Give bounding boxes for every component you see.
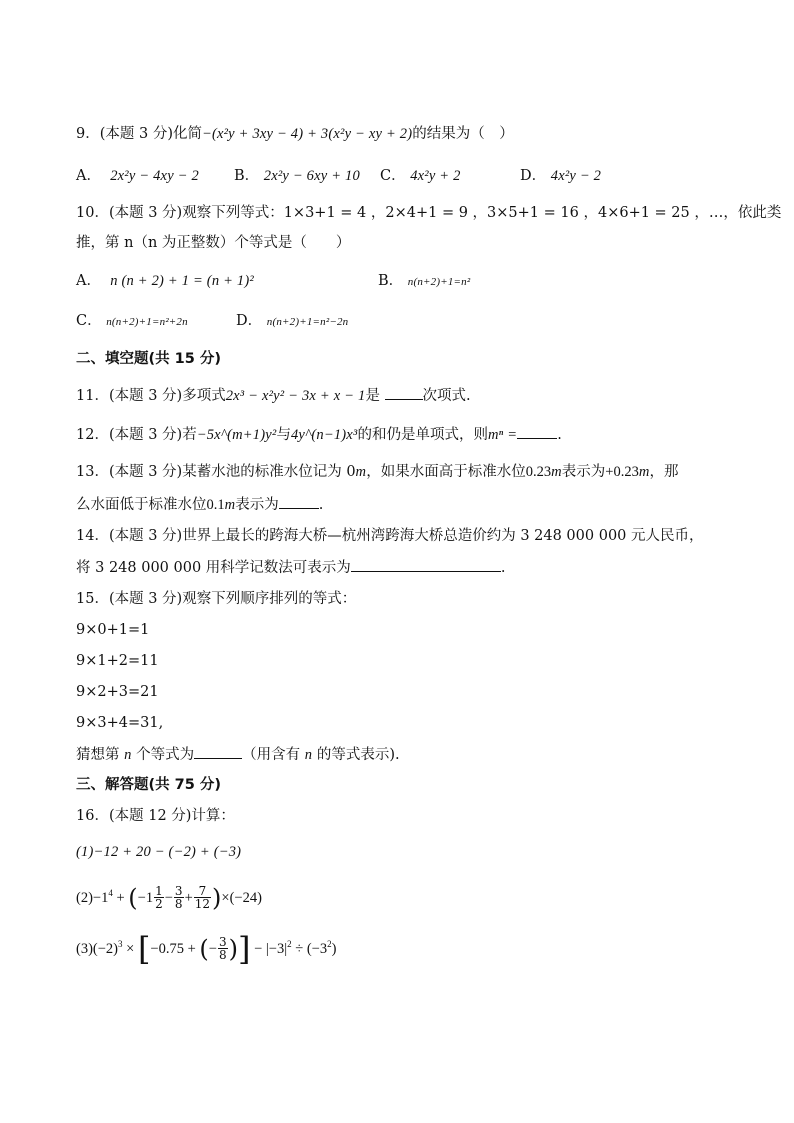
- q15-stem: 15．(本题 3 分)观察下列顺序排列的等式：: [76, 591, 357, 607]
- q9-stem-line: [76, 124, 514, 144]
- q16-part-3: $(3)(-2)^3 \times [-0.75$ + (− $\frac{3}{8}$ )] − $|-3|^2 \div (-3^2)$: [76, 929, 337, 968]
- q15-equation-1: 9×0+1=1: [76, 622, 150, 638]
- q11-expression: 2x³ − x²y² − 3x + x − 1: [225, 388, 366, 404]
- q10-option-d: D． n(n+2)+1=n²−2n: [236, 313, 349, 329]
- q10-stem-line2: 推，第 n（n 为正整数）个等式是（ ）: [76, 235, 351, 251]
- q13-line2: 么水面低于标准水位0.1m表示为 .: [76, 494, 323, 515]
- q10-option-b: B． n(n+2)+1=n²: [378, 273, 471, 289]
- q15-guess-line: 猜想第 n 个等式为 （用含有 n 的等式表示).: [76, 744, 400, 765]
- q10-option-a: A． n (n + 2) + 1 = (n + 1)²: [76, 273, 254, 289]
- q12-expression-2: 4y^(n−1)x³: [290, 427, 358, 443]
- q9-option-d: D． 4x²y − 2: [520, 168, 602, 184]
- q11-line: 11．(本题 3 分)多项式2x³ − x²y² − 3x + x − 1是 次项式.: [76, 385, 471, 406]
- q10-stem-line1: 10．(本题 3 分)观察下列等式：1×3+1 = 4 ，2×4+1 = 9 ，3×5+1 = 16 ，4×6+1 = 25 ，…，依此类: [76, 205, 782, 221]
- q9-option-c: C． 4x²y + 2: [380, 168, 461, 184]
- q9-stem: 9．(本题 3 分)化简: [76, 126, 202, 142]
- q15-equation-2: 9×1+2=11: [76, 653, 159, 669]
- q15-answer-blank[interactable]: [194, 744, 242, 759]
- q10-option-c: C． n(n+2)+1=n²+2n: [76, 313, 188, 329]
- q9-expression: −(x²y + 3xy − 4) + 3(x²y − xy + 2): [201, 126, 413, 142]
- q9-tail: 的结果为（ ）: [412, 126, 514, 142]
- section-fill-in-heading: 二、填空题(共 15 分): [76, 351, 222, 367]
- q15-equation-4: 9×3+4=31,: [76, 715, 164, 731]
- q11-answer-blank[interactable]: [385, 385, 423, 400]
- q13-line1: 13．(本题 3 分)某蓄水池的标准水位记为 0m，如果水面高于标准水位0.23m表示为+0.23m，那: [76, 464, 679, 480]
- q9-option-a: A． 2x²y − 4xy − 2: [76, 168, 199, 184]
- q16-part-2: $(2)-1^4 + (-1$ $\frac{1}{2}$ − $\frac{3}{8}$ + $\frac{7}{12}$ )×(−24): [76, 883, 262, 912]
- q16-part-1: (1)−12 + 20 − (−2) + (−3): [76, 844, 242, 860]
- q13-answer-blank[interactable]: [279, 494, 319, 509]
- q14-line1: 14．(本题 3 分)世界上最长的跨海大桥—杭州湾跨海大桥总造价约为 3 248 000 000 元人民币，: [76, 528, 704, 544]
- q12-line: 12．(本题 3 分)若−5x^(m+1)y²与4y^(n−1)x³的和仍是单项式，则mⁿ = .: [76, 424, 562, 445]
- q12-answer-blank[interactable]: [517, 424, 557, 439]
- q14-line2: 将 3 248 000 000 用科学记数法可表示为 .: [76, 557, 505, 578]
- section-solve-heading: 三、解答题(共 75 分): [76, 777, 222, 793]
- q9-option-b: B． 2x²y − 6xy + 10: [234, 168, 360, 184]
- q15-equation-3: 9×2+3=21: [76, 684, 159, 700]
- q14-answer-blank[interactable]: [351, 557, 501, 572]
- q16-stem: 16．(本题 12 分)计算：: [76, 808, 235, 824]
- q12-expression-3: mⁿ =: [487, 427, 518, 443]
- q12-expression-1: −5x^(m+1)y²: [196, 427, 277, 443]
